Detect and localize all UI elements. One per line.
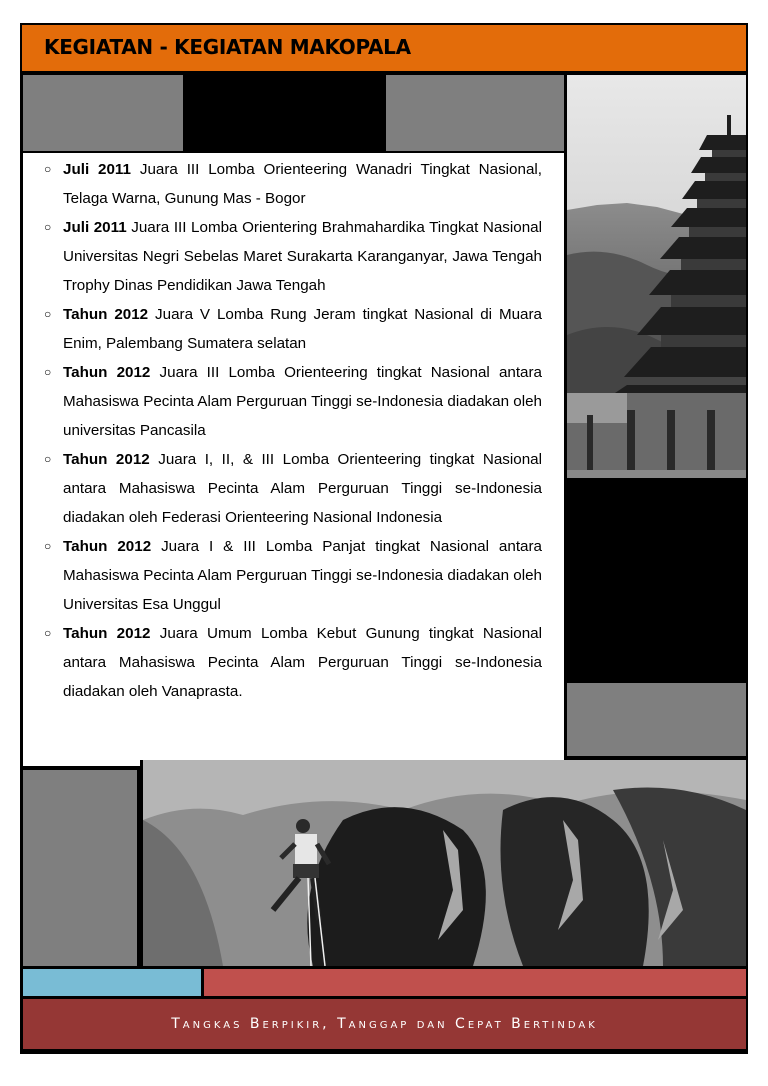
achievement-date: Juli 2011: [63, 161, 131, 178]
achievement-text: Juara V Lomba Rung Jeram tingkat Nasional di Muara Enim, Palembang Sumatera selatan: [63, 306, 542, 352]
gray-block-bottom-left: [23, 770, 137, 966]
list-item: [40, 532, 542, 619]
achievement-date: Tahun 2012: [63, 364, 151, 381]
gray-block-right: [386, 75, 564, 151]
list-item: [40, 445, 542, 532]
bullet-icon: ○: [44, 452, 52, 466]
list-item: [40, 155, 542, 213]
page-header: [22, 25, 746, 71]
achievement-text: Juara I & III Lomba Panjat tingkat Nasional antara Mahasiswa Pecinta Alam Perguruan Tinggi se-Indonesia diadakan oleh Universitas Esa Unggul: [63, 538, 542, 613]
bullet-icon: ○: [44, 365, 52, 379]
accent-bar-red: [204, 969, 746, 996]
list-item: [40, 300, 542, 358]
achievement-text: Juara I, II, & III Lomba Orienteering tingkat Nasional antara Mahasiswa Pecinta Alam Perguruan Tinggi se-Indonesia diadakan oleh Federasi Orienteering Nasional Indonesia: [63, 451, 542, 526]
bullet-icon: ○: [44, 626, 52, 640]
bullet-icon: ○: [44, 220, 52, 234]
list-item: [40, 213, 542, 300]
achievement-list: [40, 155, 542, 706]
temple-photo: [567, 75, 746, 478]
bullet-icon: ○: [44, 539, 52, 553]
achievement-text: Juara III Lomba Orienteering Wanadri Tingkat Nasional, Telaga Warna, Gunung Mas - Bogor: [63, 161, 542, 207]
gray-block-left: [23, 75, 183, 151]
list-item: [40, 619, 542, 706]
achievement-date: Juli 2011: [63, 219, 127, 236]
achievement-date: Tahun 2012: [63, 625, 151, 642]
gray-block-side: [567, 683, 746, 756]
footer-motto: Tangkas Berpikir, Tanggap dan Cepat Bertindak: [171, 1016, 598, 1032]
list-item: [40, 358, 542, 445]
achievement-text: Juara III Lomba Orientering Brahmahardika Tingkat Nasional Universitas Negri Sebelas Maret Surakarta Karanganyar, Jawa Tengah Trophy Dinas Pendidikan Jawa Tengah: [63, 219, 542, 294]
page-title: KEGIATAN - KEGIATAN MAKOPALA: [44, 35, 411, 59]
content-panel-step: [23, 760, 140, 766]
achievement-date: Tahun 2012: [63, 538, 152, 555]
bullet-icon: ○: [44, 307, 52, 321]
bullet-icon: ○: [44, 162, 52, 176]
achievement-date: Tahun 2012: [63, 451, 150, 468]
climbing-photo: [143, 760, 746, 966]
achievement-text: Juara Umum Lomba Kebut Gunung tingkat Nasional antara Mahasiswa Pecinta Alam Perguruan Tinggi se-Indonesia diadakan oleh Vanaprasta.: [63, 625, 543, 700]
footer-banner: [23, 999, 746, 1049]
achievement-date: Tahun 2012: [63, 306, 149, 323]
accent-bar-blue: [23, 969, 201, 996]
achievement-text: Juara III Lomba Orienteering tingkat Nasional antara Mahasiswa Pecinta Alam Perguruan Tinggi se-Indonesia diadakan oleh universitas Pancasila: [63, 364, 543, 439]
